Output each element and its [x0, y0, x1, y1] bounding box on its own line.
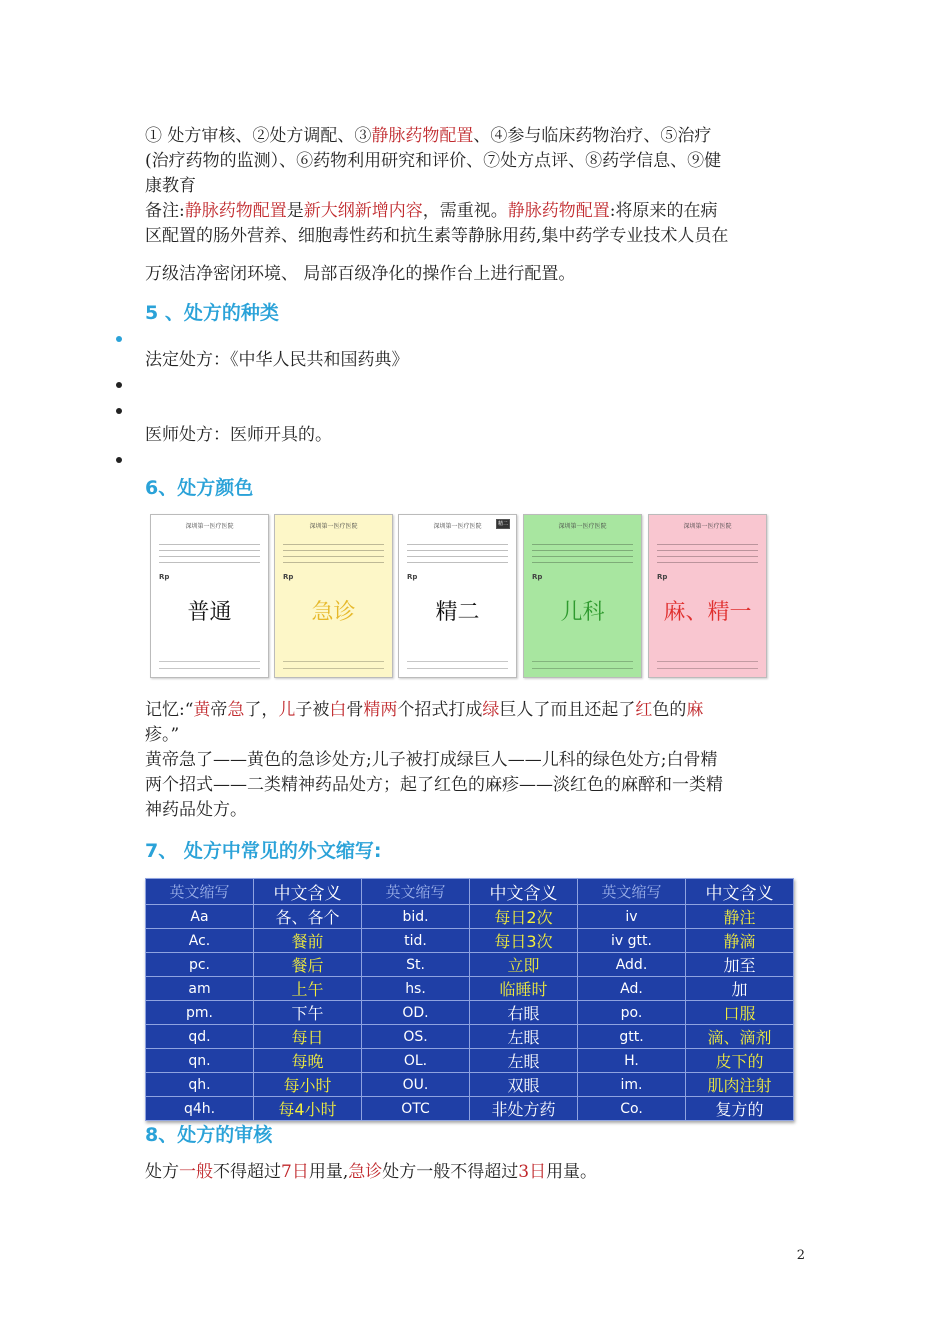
table-cell: im. [578, 1073, 686, 1097]
table-cell: 肌肉注射 [686, 1073, 794, 1097]
table-row [146, 929, 794, 953]
table-cell: OL. [362, 1049, 470, 1073]
prescription-color-samples [150, 514, 770, 679]
table-cell: tid. [362, 929, 470, 953]
note-line-2: 区配置的肠外营养、细胞毒性药和抗生素等静脉用药,集中药学专业技术人员在 [145, 226, 729, 246]
form-label: 急诊 [311, 600, 356, 625]
table-cell: 滴、滴剂 [686, 1025, 794, 1049]
table-cell: 每日 [254, 1025, 362, 1049]
table-cell: St. [362, 953, 470, 977]
table-cell: H. [578, 1049, 686, 1073]
table-row [146, 1097, 794, 1121]
form-label: 精二 [435, 600, 480, 625]
table-cell: 右眼 [470, 1001, 578, 1025]
section-7-heading: 7、 处方中常见的外文缩写: [145, 840, 382, 862]
table-cell: 餐前 [254, 929, 362, 953]
duties-paragraph [145, 124, 815, 199]
memory-line-1: 记忆:“黄帝急了，儿子被白骨精两个招式打成绿巨人了而且还起了红色的麻 [145, 700, 704, 720]
table-cell: po. [578, 1001, 686, 1025]
note-paragraph [145, 199, 815, 249]
form-lines [283, 539, 384, 565]
duties-line-3: 康教育 [145, 176, 196, 196]
table-cell: q4h. [146, 1097, 254, 1121]
table-cell: iv [578, 905, 686, 929]
table-cell: hs. [362, 977, 470, 1001]
prescription-form-narcotic [648, 514, 767, 678]
table-cell: bid. [362, 905, 470, 929]
form-header: 深圳第一医疗医院 [683, 523, 732, 530]
table-row [146, 1073, 794, 1097]
form-label: 儿科 [560, 600, 605, 625]
table-row [146, 1025, 794, 1049]
column-header: 英文缩写 [362, 879, 470, 905]
table-cell: Add. [578, 953, 686, 977]
duties-line-2: (治疗药物的监测）、⑥药物利用研究和评价、⑦处方点评、⑧药学信息、⑨健 [145, 151, 722, 171]
table-cell: 双眼 [470, 1073, 578, 1097]
form-footer [159, 655, 260, 669]
form-rp: Rp [532, 573, 543, 581]
table-cell: qh. [146, 1073, 254, 1097]
form-rp: Rp [159, 573, 170, 581]
table-cell: am [146, 977, 254, 1001]
abbreviation-table-body [146, 905, 794, 1121]
table-row [146, 977, 794, 1001]
note-line-3: 万级洁净密闭环境、 局部百级净化的操作台上进行配置。 [145, 264, 576, 284]
table-cell: 临睡时 [470, 977, 578, 1001]
table-cell: 左眼 [470, 1025, 578, 1049]
abbreviation-table [145, 878, 794, 1121]
table-cell: OU. [362, 1073, 470, 1097]
review-rule: 处方一般不得超过7日用量,急诊处方一般不得超过3日用量。 [145, 1162, 598, 1182]
form-rp: Rp [283, 573, 294, 581]
table-header-row [146, 879, 794, 905]
form-footer [532, 655, 633, 669]
form-tag: 精二 [497, 521, 508, 527]
table-cell: 每小时 [254, 1073, 362, 1097]
explain-line-2: 两个招式——二类精神药品处方；起了红色的麻疹——淡红色的麻醉和一类精 [145, 775, 723, 795]
form-label: 普通 [187, 600, 232, 625]
table-cell: 每日2次 [470, 905, 578, 929]
table-cell: pc. [146, 953, 254, 977]
table-cell: gtt. [578, 1025, 686, 1049]
table-cell: 立即 [470, 953, 578, 977]
column-header: 中文含义 [470, 879, 578, 905]
table-cell: 每日3次 [470, 929, 578, 953]
table-cell: 餐后 [254, 953, 362, 977]
bullet [116, 457, 122, 463]
form-lines [532, 539, 633, 565]
table-row [146, 1049, 794, 1073]
column-header: 英文缩写 [578, 879, 686, 905]
table-cell: Aa [146, 905, 254, 929]
table-cell: pm. [146, 1001, 254, 1025]
form-header: 深圳第一医疗医院 [558, 523, 607, 530]
form-footer [407, 655, 508, 669]
table-cell: 每晚 [254, 1049, 362, 1073]
table-cell: 上午 [254, 977, 362, 1001]
page-number: 2 [796, 1248, 805, 1263]
table-cell: Ac. [146, 929, 254, 953]
table-cell: OS. [362, 1025, 470, 1049]
physician-prescription: 医师处方：医师开具的。 [145, 425, 332, 445]
column-header: 中文含义 [254, 879, 362, 905]
table-row [146, 953, 794, 977]
table-cell: 口服 [686, 1001, 794, 1025]
form-rp: Rp [657, 573, 668, 581]
table-cell: 非处方药 [470, 1097, 578, 1121]
prescription-form-psychotropic-2 [398, 514, 517, 678]
table-row [146, 905, 794, 929]
table-cell: 加 [686, 977, 794, 1001]
table-cell: OTC [362, 1097, 470, 1121]
table-cell: OD. [362, 1001, 470, 1025]
form-label: 麻、精一 [663, 600, 752, 625]
column-header: 英文缩写 [146, 879, 254, 905]
section-5-heading: 5 、处方的种类 [145, 302, 279, 324]
bullet [116, 336, 122, 342]
form-lines [407, 539, 508, 565]
explain-line-3: 神药品处方。 [145, 800, 247, 820]
table-cell: 加至 [686, 953, 794, 977]
bullet [116, 382, 122, 388]
form-header: 深圳第一医疗医院 [309, 523, 358, 530]
form-lines [657, 539, 758, 565]
form-footer [657, 655, 758, 669]
table-cell: 皮下的 [686, 1049, 794, 1073]
statutory-prescription: 法定处方：《中华人民共和国药典》 [145, 350, 409, 370]
table-cell: 复方的 [686, 1097, 794, 1121]
table-cell: 每4小时 [254, 1097, 362, 1121]
explain-line-1: 黄帝急了——黄色的急诊处方;儿子被打成绿巨人——儿科的绿色处方;白骨精 [145, 750, 718, 770]
form-header: 深圳第一医疗医院 [185, 523, 234, 530]
table-row [146, 1001, 794, 1025]
memory-line-2: 疹。” [145, 725, 180, 745]
table-cell: iv gtt. [578, 929, 686, 953]
memory-mnemonic [145, 698, 815, 823]
duties-line-1: ① 处方审核、②处方调配、③静脉药物配置、④参与临床药物治疗、⑤治疗 [145, 126, 712, 146]
table-cell: Ad. [578, 977, 686, 1001]
section-8-heading: 8、处方的审核 [145, 1124, 273, 1146]
form-rp: Rp [407, 573, 418, 581]
bullet [116, 408, 122, 414]
note-line-1: 备注:静脉药物配置是新大纲新增内容，需重视。静脉药物配置:将原来的在病 [145, 201, 718, 221]
prescription-form-normal [150, 514, 269, 678]
table-cell: qn. [146, 1049, 254, 1073]
form-lines [159, 539, 260, 565]
column-header: 中文含义 [686, 879, 794, 905]
prescription-form-pediatric [523, 514, 642, 678]
form-header: 深圳第一医疗医院 [433, 523, 482, 530]
table-cell: Co. [578, 1097, 686, 1121]
table-cell: 静注 [686, 905, 794, 929]
table-cell: 各、各个 [254, 905, 362, 929]
prescription-form-emergency [274, 514, 393, 678]
table-cell: 静滴 [686, 929, 794, 953]
table-cell: 左眼 [470, 1049, 578, 1073]
table-cell: 下午 [254, 1001, 362, 1025]
form-footer [283, 655, 384, 669]
table-cell: qd. [146, 1025, 254, 1049]
section-6-heading: 6、处方颜色 [145, 477, 254, 499]
